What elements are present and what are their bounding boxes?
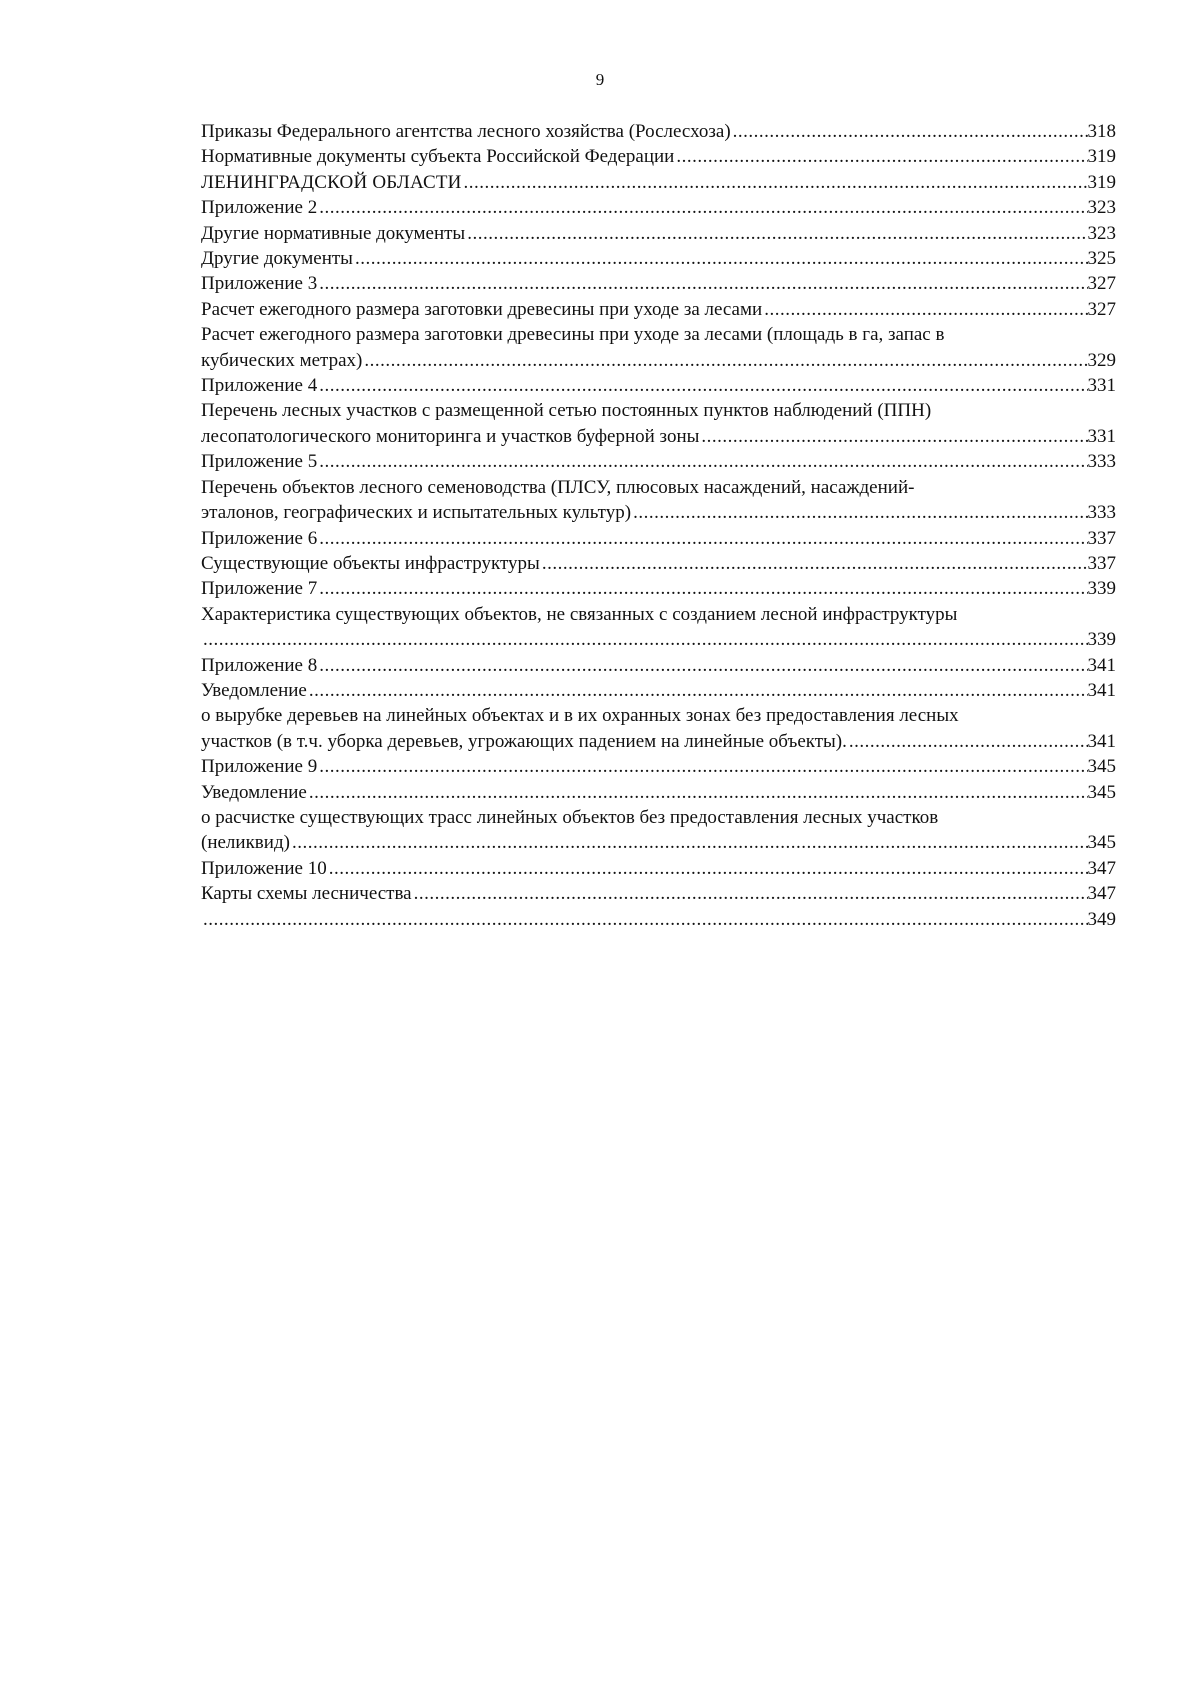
dot-leader: [362, 348, 1087, 373]
dot-leader: [201, 907, 1088, 932]
toc-entry-page: 319: [1087, 171, 1116, 193]
toc-entry-sushchestvuyushchie-obekty-infrastruktury[interactable]: [201, 551, 1116, 576]
toc-line: [201, 856, 1116, 881]
dot-leader: [540, 551, 1088, 576]
toc-entry-page: 325: [1087, 248, 1116, 270]
toc-entry-page: 333: [1087, 502, 1116, 524]
toc-entry-title-first-line: Перечень лесных участков с размещенной сетью постоянных пунктов наблюдений (ППН): [201, 400, 932, 422]
toc-line: [201, 830, 1116, 855]
toc-entry-page: 327: [1087, 298, 1116, 320]
toc-entry-raschet-zagotovki[interactable]: [201, 297, 1116, 322]
toc-line: [201, 348, 1116, 373]
toc-entry-title-first-line: Перечень объектов лесного семеноводства (ПЛСУ, плюсовых насаждений, насаждений-: [201, 476, 915, 498]
dot-leader: [465, 221, 1087, 246]
dot-leader: [317, 271, 1087, 296]
toc-entry-title: Уведомление: [201, 679, 307, 701]
toc-entry-drugie-dokumenty[interactable]: [201, 246, 1116, 271]
toc-entry-title: Приказы Федерального агентства лесного хозяйства (Рослесхоза): [201, 121, 731, 142]
toc-entry-page: 345: [1087, 832, 1116, 854]
toc-entry-title: Приложение 3: [201, 273, 318, 295]
toc-entry-page: 323: [1087, 222, 1116, 244]
toc-line: [201, 627, 1116, 652]
toc-entry-page: 337: [1087, 552, 1116, 574]
toc-entry-title-first-line: Расчет ежегодного размера заготовки древесины при уходе за лесами (площадь в га, запас в: [201, 324, 945, 346]
toc-entry-page: 318: [1087, 121, 1116, 142]
toc-entry-title: Приложение 10: [201, 857, 327, 879]
dot-leader: [327, 856, 1088, 881]
dot-leader: [317, 449, 1087, 474]
toc-entry-title-last-line: лесопатологического мониторинга и участков буферной зоны: [201, 425, 700, 447]
toc-line: [201, 551, 1116, 576]
toc-entry-raschet-zagotovki-ploshchad[interactable]: [201, 322, 1116, 373]
toc-line: [201, 449, 1116, 474]
toc-entry-title: Приложение 4: [201, 375, 318, 397]
toc-entry-page: 323: [1087, 197, 1116, 219]
dot-leader: [731, 119, 1088, 144]
toc-entry-title-last-line: (неликвид): [201, 832, 290, 854]
toc-entry-title: Приложение 6: [201, 527, 318, 549]
toc-entry-drugie-normativnye-dokumenty[interactable]: [201, 221, 1116, 246]
toc-entry-perechen-obektov-semenovodstva[interactable]: [201, 475, 1116, 526]
toc-line: [201, 170, 1116, 195]
toc-entry-page: 347: [1087, 883, 1116, 905]
dot-leader: [631, 500, 1087, 525]
toc-line: [201, 500, 1116, 525]
toc-entry-title: Приложение 9: [201, 756, 318, 778]
dot-leader: [307, 780, 1088, 805]
dot-leader: [699, 424, 1087, 449]
toc-entry-page: 341: [1087, 654, 1116, 676]
toc-entry-page: 331: [1087, 375, 1116, 397]
toc-entry-page: 329: [1087, 349, 1116, 371]
dot-leader: [674, 144, 1087, 169]
toc-entry-title-first-line: о расчистке существующих трасс линейных объектов без предоставления лесных участков: [201, 806, 939, 828]
toc-entry-uvedomlenie-1[interactable]: [201, 678, 1116, 703]
toc-entry-page: 341: [1087, 679, 1116, 701]
toc-entry-title: Карты схемы лесничества: [201, 883, 412, 905]
dot-leader: [307, 678, 1088, 703]
toc-entry-title-last-line: участков (в т.ч. уборка деревьев, угрожающих падением на линейные объекты).: [201, 730, 847, 752]
toc-entry-leningradskoy-oblasti[interactable]: [201, 170, 1116, 195]
toc-line: [201, 907, 1116, 932]
dot-leader: [317, 653, 1087, 678]
toc-entry-title: Другие нормативные документы: [201, 222, 466, 244]
toc-entry-title: Нормативные документы субъекта Российской Федерации: [201, 146, 675, 168]
toc-entry-prilozhenie-7[interactable]: [201, 576, 1116, 601]
toc-entry-page: 345: [1087, 756, 1116, 778]
toc-entry-page: 347: [1087, 857, 1116, 879]
toc-line: [201, 576, 1116, 601]
toc-entry-title: Приложение 2: [201, 197, 318, 219]
dot-leader: [317, 526, 1087, 551]
toc-entry-karty-shemy-lesnichestva[interactable]: [201, 881, 1116, 906]
toc-entry-normativnye-dokumenty-subekta[interactable]: [201, 144, 1116, 169]
toc-entry-page: 327: [1087, 273, 1116, 295]
toc-entry-title: Расчет ежегодного размера заготовки древесины при уходе за лесами: [201, 298, 763, 320]
dot-leader: [201, 627, 1088, 652]
toc-entry-prilozhenie-5[interactable]: [201, 449, 1116, 474]
toc-entry-o-vyrubke-derevev[interactable]: [201, 703, 1116, 754]
dot-leader: [353, 246, 1088, 271]
toc-entry-prilozhenie-2[interactable]: [201, 195, 1116, 220]
toc-entry-title-last-line: кубических метрах): [201, 349, 363, 371]
toc-entry-page: 349: [1087, 908, 1116, 930]
toc-line: [201, 373, 1116, 398]
toc-entry-prilozhenie-8[interactable]: [201, 653, 1116, 678]
toc-entry-title: Приложение 5: [201, 451, 318, 473]
toc-entry-page: 337: [1087, 527, 1116, 549]
dot-leader: [317, 373, 1087, 398]
toc-entry-page: 341: [1087, 730, 1116, 752]
toc-line: [201, 297, 1116, 322]
dot-leader: [290, 830, 1088, 855]
toc-entry-title: Существующие объекты инфраструктуры: [201, 552, 540, 574]
toc-entry-page: 339: [1087, 629, 1116, 651]
dot-leader: [317, 576, 1087, 601]
toc-entry-title: Другие документы: [201, 248, 353, 270]
dot-leader: [412, 881, 1088, 906]
toc-entry-page: 333: [1087, 451, 1116, 473]
dot-leader: [317, 754, 1087, 779]
toc-line: [201, 195, 1116, 220]
toc-entry-title-first-line: Характеристика существующих объектов, не связанных с созданием лесной инфраструктуры: [201, 603, 958, 625]
table-of-contents: [201, 119, 1116, 932]
toc-line: [201, 653, 1116, 678]
toc-entry-page: 345: [1087, 781, 1116, 803]
toc-entry-page: 331: [1087, 425, 1116, 447]
toc-line: [201, 119, 1116, 144]
toc-line: [201, 729, 1116, 754]
toc-entry-page: 319: [1087, 146, 1116, 168]
toc-line: [201, 144, 1116, 169]
toc-entry-title-first-line: о вырубке деревьев на линейных объектах и в их охранных зонах без предоставления лесных: [201, 705, 959, 727]
dot-leader: [317, 195, 1087, 220]
page-number: 9: [595, 70, 605, 89]
dot-leader: [462, 170, 1088, 195]
toc-entry-o-raschistke-trass[interactable]: [201, 805, 1116, 856]
toc-line: [201, 526, 1116, 551]
toc-entry-title: Приложение 7: [201, 578, 318, 600]
dot-leader: [847, 729, 1088, 754]
toc-entry-prilozhenie-9[interactable]: [201, 754, 1116, 779]
toc-line: [201, 678, 1116, 703]
toc-entry-prilozhenie-4[interactable]: [201, 373, 1116, 398]
toc-entry-harakteristika-obektov[interactable]: [201, 602, 1116, 653]
toc-entry-title: Уведомление: [201, 781, 307, 803]
toc-entry-untitled[interactable]: [201, 907, 1116, 932]
toc-line: [201, 221, 1116, 246]
toc-entry-prilozhenie-3[interactable]: [201, 271, 1116, 296]
toc-entry-prilozhenie-6[interactable]: [201, 526, 1116, 551]
toc-entry-prilozhenie-10[interactable]: [201, 856, 1116, 881]
toc-line: [201, 780, 1116, 805]
toc-entry-title-last-line: эталонов, географических и испытательных культур): [201, 502, 632, 524]
toc-line: [201, 246, 1116, 271]
toc-line: [201, 271, 1116, 296]
toc-entry-title: ЛЕНИНГРАДСКОЙ ОБЛАСТИ: [201, 171, 462, 193]
dot-leader: [762, 297, 1087, 322]
toc-line: [201, 881, 1116, 906]
toc-entry-perechen-lesnyh-uchastkov-ppn[interactable]: [201, 398, 1116, 449]
toc-line: [201, 424, 1116, 449]
toc-entry-title: Приложение 8: [201, 654, 318, 676]
toc-entry-prikazy-rosleshoza[interactable]: [201, 119, 1116, 144]
toc-entry-page: 339: [1087, 578, 1116, 600]
toc-entry-uvedomlenie-2[interactable]: [201, 780, 1116, 805]
toc-line: [201, 754, 1116, 779]
